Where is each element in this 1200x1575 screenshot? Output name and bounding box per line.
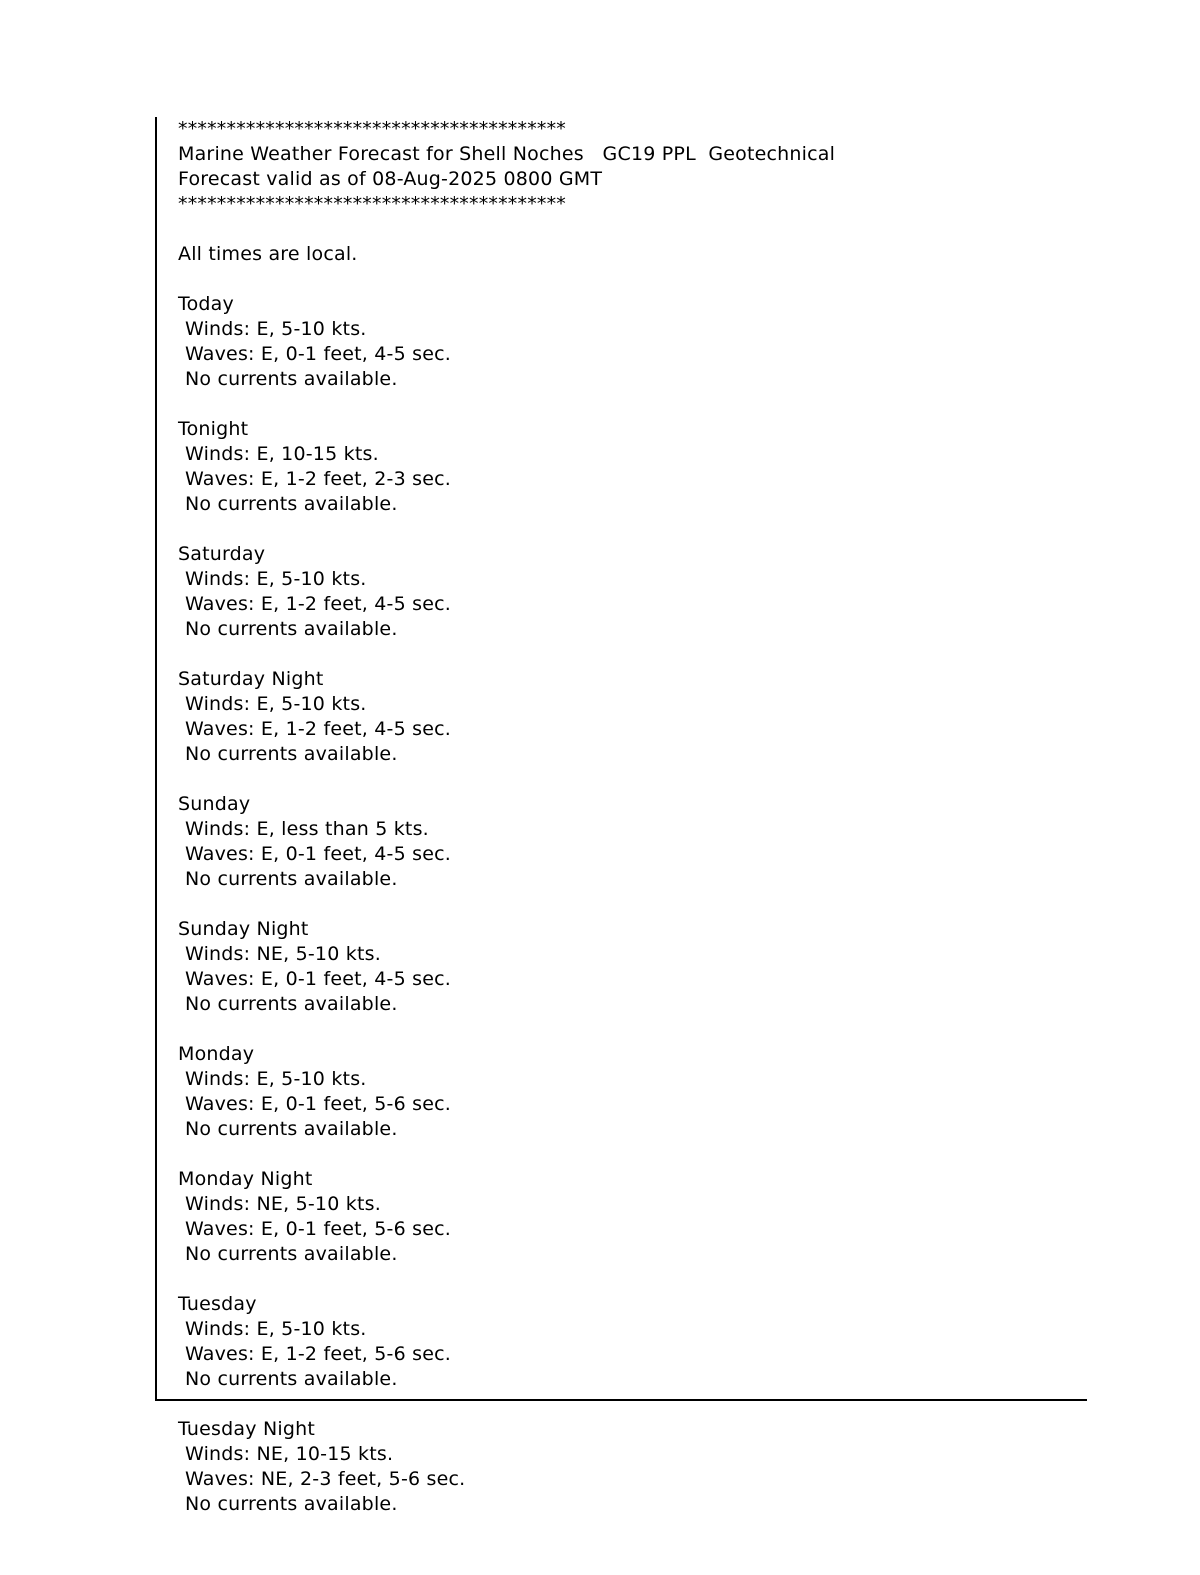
forecast-section [178,667,835,792]
forecast-section [178,792,835,917]
forecast-title: Marine Weather Forecast for Shell Noches GC19 PPL Geotechnical [178,143,836,165]
section-waves: Waves: E, 0-1 feet, 5-6 sec. [185,1218,451,1240]
section-waves: Waves: E, 0-1 feet, 5-6 sec. [185,1093,451,1115]
forecast-text [178,117,835,1542]
section-winds: Winds: E, 5-10 kts. [185,318,367,340]
section-currents: No currents available. [185,1368,398,1390]
section-currents: No currents available. [185,1118,398,1140]
section-day: Saturday Night [178,668,324,690]
forecast-sections [178,292,835,1542]
section-currents: No currents available. [185,368,398,390]
frame-left-border [155,117,157,1401]
section-winds: Winds: E, less than 5 kts. [185,818,429,840]
forecast-section [178,292,835,417]
section-currents: No currents available. [185,618,398,640]
blank-line [178,1017,835,1042]
section-currents: No currents available. [185,493,398,515]
section-waves: Waves: E, 1-2 feet, 2-3 sec. [185,468,451,490]
blank-line [178,767,835,792]
section-winds: Winds: E, 5-10 kts. [185,568,367,590]
section-waves: Waves: E, 1-2 feet, 4-5 sec. [185,718,451,740]
section-waves: Waves: E, 1-2 feet, 4-5 sec. [185,593,451,615]
section-waves: Waves: E, 0-1 feet, 4-5 sec. [185,343,451,365]
section-waves: Waves: E, 1-2 feet, 5-6 sec. [185,1343,451,1365]
forecast-section [178,542,835,667]
forecast-section [178,1292,835,1417]
forecast-section [178,1167,835,1292]
section-waves: Waves: E, 0-1 feet, 4-5 sec. [185,843,451,865]
section-currents: No currents available. [185,1493,398,1515]
section-winds: Winds: NE, 5-10 kts. [185,1193,381,1215]
section-day: Tonight [178,418,249,440]
blank-line [178,642,835,667]
section-day: Monday [178,1043,255,1065]
section-winds: Winds: E, 5-10 kts. [185,693,367,715]
section-waves: Waves: NE, 2-3 feet, 5-6 sec. [185,1468,466,1490]
section-winds: Winds: E, 5-10 kts. [185,1318,367,1340]
blank-line [178,1142,835,1167]
blank-line [178,517,835,542]
section-winds: Winds: E, 10-15 kts. [185,443,379,465]
section-day: Saturday [178,543,266,565]
stars-divider-top: **************************************** [178,118,566,140]
section-currents: No currents available. [185,1243,398,1265]
blank-line [178,1392,835,1417]
section-currents: No currents available. [185,868,398,890]
blank-line [178,1517,835,1542]
stars-divider-bottom: **************************************** [178,193,566,215]
section-winds: Winds: NE, 5-10 kts. [185,943,381,965]
blank-line [178,892,835,917]
blank-line [178,217,835,242]
section-day: Sunday Night [178,918,309,940]
forecast-section [178,1042,835,1167]
section-currents: No currents available. [185,743,398,765]
section-day: Tuesday Night [178,1418,315,1440]
section-day: Sunday [178,793,251,815]
section-winds: Winds: NE, 10-15 kts. [185,1443,394,1465]
forecast-section [178,417,835,542]
blank-line [178,392,835,417]
forecast-valid-line: Forecast valid as of 08-Aug-2025 0800 GMT [178,168,603,190]
section-day: Tuesday [178,1293,257,1315]
section-day: Monday Night [178,1168,313,1190]
section-waves: Waves: E, 0-1 feet, 4-5 sec. [185,968,451,990]
section-day: Today [178,293,234,315]
forecast-section [178,1417,835,1542]
blank-line [178,267,835,292]
section-currents: No currents available. [185,993,398,1015]
blank-line [178,1267,835,1292]
forecast-section [178,917,835,1042]
section-winds: Winds: E, 5-10 kts. [185,1068,367,1090]
times-note: All times are local. [178,243,358,265]
